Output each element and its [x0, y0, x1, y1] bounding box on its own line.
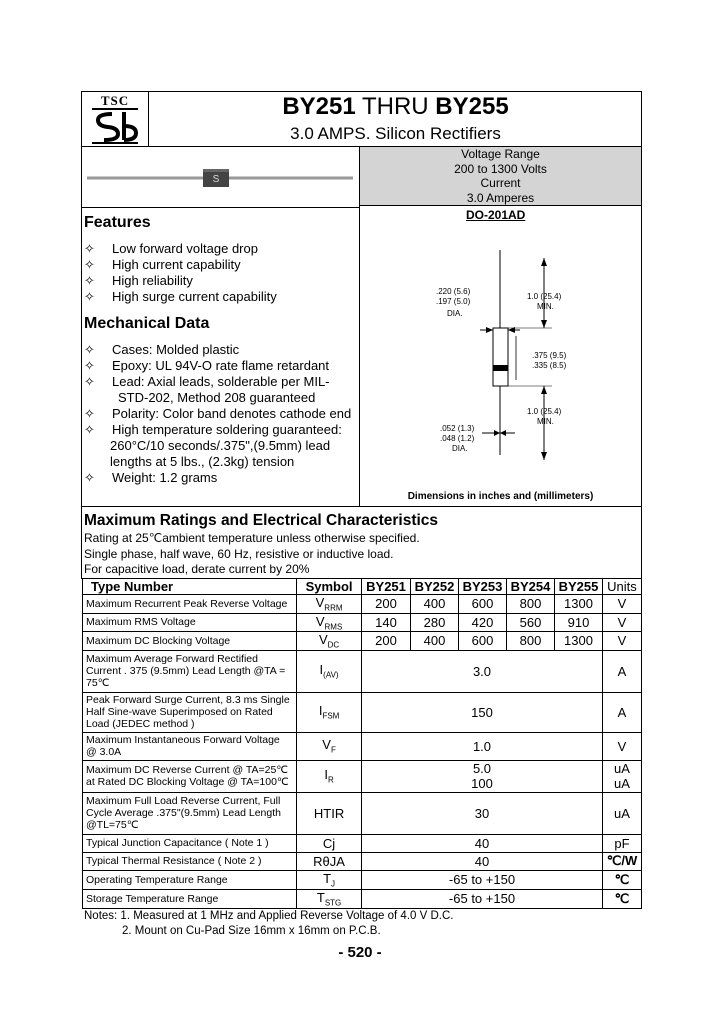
row-symbol: $T_{STG}$: [297, 889, 362, 908]
table-row: [83, 870, 642, 889]
diamond-bullet-icon: ✧: [84, 470, 95, 485]
table-row: [83, 632, 642, 651]
row-value: 40: [362, 834, 603, 852]
header-symbol: Symbol: [297, 579, 362, 595]
header-by253: BY253: [459, 579, 507, 595]
row-symbol: $V_F$: [297, 732, 362, 760]
row-label: Maximum Full Load Reverse Current, Full Cycle Average .375"(9.5mm) Lead Length @TL=75℃: [83, 792, 297, 834]
row-value: 3.0: [362, 650, 603, 692]
spec-line-4: 3.0 Amperes: [466, 190, 535, 205]
row-value: 560: [506, 613, 554, 632]
row-symbol: $I_{(AV)}$: [297, 650, 362, 692]
row-unit: ℃: [602, 870, 641, 889]
row-label: Storage Temperature Range: [83, 889, 297, 908]
list-item: ✧ Cases: Molded plastic: [84, 342, 240, 357]
list-item: ✧ High temperature soldering guaranteed:: [84, 422, 342, 437]
row-label: Operating Temperature Range: [83, 870, 297, 889]
list-item: ✧ High surge current capability: [84, 289, 277, 304]
features-list: [84, 241, 277, 305]
row-value: 400: [411, 595, 459, 614]
row-symbol: $V_{RRM}$: [297, 595, 362, 614]
header-by251: BY251: [362, 579, 411, 595]
header-by255: BY255: [554, 579, 602, 595]
row-value: 600: [459, 632, 507, 651]
dimensions-caption: Dimensions in inches and (millimeters): [407, 491, 594, 502]
row-value: 150: [362, 692, 603, 732]
row-unit: pF: [602, 834, 641, 852]
table-row: [83, 760, 642, 792]
row-unit: ℃/W: [602, 852, 641, 870]
row-unit: V: [602, 595, 641, 614]
row-label: Maximum Recurrent Peak Reverse Voltage: [83, 595, 297, 614]
header-by252: BY252: [411, 579, 459, 595]
table-row: [83, 834, 642, 852]
row-value: 400: [411, 632, 459, 651]
list-item-continued: lengths at 5 lbs., (2.3kg) tension: [110, 454, 295, 469]
row-symbol: Cj: [297, 834, 362, 852]
diamond-bullet-icon: ✧: [84, 289, 95, 304]
list-item: ✧ High reliability: [84, 273, 193, 288]
features-title: Features: [84, 214, 151, 231]
row-label: Maximum Instantaneous Forward Voltage @ 3.0A: [83, 732, 297, 760]
header-type-number: Type Number: [83, 579, 297, 595]
table-row: [83, 650, 642, 692]
row-symbol: $I_R$: [297, 760, 362, 792]
diamond-bullet-icon: ✧: [84, 422, 95, 437]
row-value: 280: [411, 613, 459, 632]
row-value: 200: [362, 595, 411, 614]
row-symbol: $T_J$: [297, 870, 362, 889]
table-row: [83, 852, 642, 870]
row-value: 40: [362, 852, 603, 870]
row-unit: uA uA: [602, 760, 641, 792]
diamond-bullet-icon: ✧: [84, 406, 95, 421]
ratings-title: Maximum Ratings and Electrical Characteristics: [84, 512, 439, 529]
row-value: 800: [506, 632, 554, 651]
row-unit: V: [602, 732, 641, 760]
table-row: [83, 692, 642, 732]
dim-len-top: 1.0 (25.4): [527, 292, 562, 301]
diamond-bullet-icon: ✧: [84, 241, 95, 256]
row-label: Maximum RMS Voltage: [83, 613, 297, 632]
dim-lead-dia-bot: .197 (5.0): [436, 297, 471, 306]
header-units: Units: [602, 579, 641, 595]
list-item: ✧ Polarity: Color band denotes cathode end: [84, 406, 352, 421]
list-item-continued: 260°C/10 seconds/.375",(9.5mm) lead: [110, 438, 331, 453]
row-value: -65 to +150: [362, 870, 603, 889]
logo-mark-icon: [84, 106, 146, 146]
ratings-note-3: For capacitive load, derate current by 20%: [84, 562, 310, 576]
ratings-table: [82, 578, 642, 909]
list-item-continued: STD-202, Method 208 guaranteed: [118, 390, 316, 405]
note-1: Notes: 1. Measured at 1 MHz and Applied Reverse Voltage of 4.0 V D.C.: [84, 910, 454, 922]
list-item: ✧ Weight: 1.2 grams: [84, 470, 218, 485]
diamond-bullet-icon: ✧: [84, 273, 95, 288]
list-item: ✧ High current capability: [84, 257, 241, 272]
row-label: Maximum Average Forward Rectified Current . 375 (9.5mm) Lead Length @TA = 75℃: [83, 650, 297, 692]
row-label: Peak Forward Surge Current, 8.3 ms Single Half Sine-wave Superimposed on Rated Load (JEDEC method ): [83, 692, 297, 732]
row-unit: A: [602, 650, 641, 692]
logo-text: TSC: [100, 93, 130, 108]
row-value: 140: [362, 613, 411, 632]
dim-min-top: MIN.: [537, 302, 554, 311]
dim-len-bot: 1.0 (25.4): [527, 407, 562, 416]
row-symbol: $I_{FSM}$: [297, 692, 362, 732]
page-number: - 520 -: [338, 944, 382, 961]
diamond-bullet-icon: ✧: [84, 358, 95, 373]
table-row: [83, 613, 642, 632]
table-row: [83, 889, 642, 908]
row-value: 1300: [554, 595, 602, 614]
row-value: 30: [362, 792, 603, 834]
diode-image: [85, 166, 355, 190]
table-header-row: [83, 579, 642, 595]
row-value: 5.0 100: [362, 760, 603, 792]
dim-body-top: .375 (9.5): [532, 351, 567, 360]
list-item: ✧ Lead: Axial leads, solderable per MIL-: [84, 374, 330, 389]
table-row: [83, 792, 642, 834]
header-by254: BY254: [506, 579, 554, 595]
row-value: 1.0: [362, 732, 603, 760]
dim-body-bot: .335 (8.5): [532, 361, 567, 370]
row-symbol: $V_{DC}$: [297, 632, 362, 651]
row-unit: V: [602, 632, 641, 651]
spec-line-2: 200 to 1300 Volts: [454, 161, 547, 176]
row-label: Maximum DC Blocking Voltage: [83, 632, 297, 651]
row-unit: uA: [602, 792, 641, 834]
row-value: 1300: [554, 632, 602, 651]
svg-text:S: S: [212, 174, 220, 185]
row-symbol: RθJA: [297, 852, 362, 870]
diamond-bullet-icon: ✧: [84, 342, 95, 357]
ratings-note-2: Single phase, half wave, 60 Hz, resistive or inductive load.: [84, 547, 394, 561]
row-symbol: HTIR: [297, 792, 362, 834]
mechanical-title: Mechanical Data: [84, 315, 210, 332]
table-row: [83, 595, 642, 614]
mechanical-list: [84, 342, 351, 486]
row-value: -65 to +150: [362, 889, 603, 908]
row-value: 420: [459, 613, 507, 632]
page-subtitle: 3.0 AMPS. Silicon Rectifiers: [290, 124, 501, 143]
row-value: 800: [506, 595, 554, 614]
spec-line-3: Current: [480, 176, 521, 190]
diamond-bullet-icon: ✧: [84, 257, 95, 272]
row-label: Typical Junction Capacitance ( Note 1 ): [83, 834, 297, 852]
dim-lead-dia-top: .220 (5.6): [436, 287, 471, 296]
note-2: 2. Mount on Cu-Pad Size 16mm x 16mm on P.C.B.: [122, 925, 381, 937]
row-value: 200: [362, 632, 411, 651]
dim-dia: DIA.: [447, 309, 463, 318]
row-label: Maximum DC Reverse Current @ TA=25℃ at Rated DC Blocking Voltage @ TA=100℃: [83, 760, 297, 792]
row-value: 600: [459, 595, 507, 614]
dim-wire-bot: .048 (1.2): [440, 434, 475, 443]
package-name: DO-201AD: [466, 208, 526, 222]
row-unit: A: [602, 692, 641, 732]
list-item: ✧ Epoxy: UL 94V-O rate flame retardant: [84, 358, 330, 373]
row-unit: ℃: [602, 889, 641, 908]
row-value: 910: [554, 613, 602, 632]
row-unit: V: [602, 613, 641, 632]
spec-box: [360, 147, 641, 206]
page-title: BY251 THRU BY255: [282, 93, 509, 120]
table-row: [83, 732, 642, 760]
spec-line-1: Voltage Range: [461, 147, 540, 161]
tsc-logo: [84, 92, 146, 146]
package-drawing: [460, 240, 600, 460]
row-divider: [81, 207, 360, 208]
row-symbol: $V_{RMS}$: [297, 613, 362, 632]
row-label: Typical Thermal Resistance ( Note 2 ): [83, 852, 297, 870]
diamond-bullet-icon: ✧: [84, 374, 95, 389]
dim-min-bot: MIN.: [537, 417, 554, 426]
list-item: ✧ Low forward voltage drop: [84, 241, 258, 256]
ratings-note-1: Rating at 25℃ambient temperature unless otherwise specified.: [84, 531, 420, 545]
dim-wire-top: .052 (1.3): [440, 424, 475, 433]
dim-wire-dia: DIA.: [452, 444, 468, 453]
